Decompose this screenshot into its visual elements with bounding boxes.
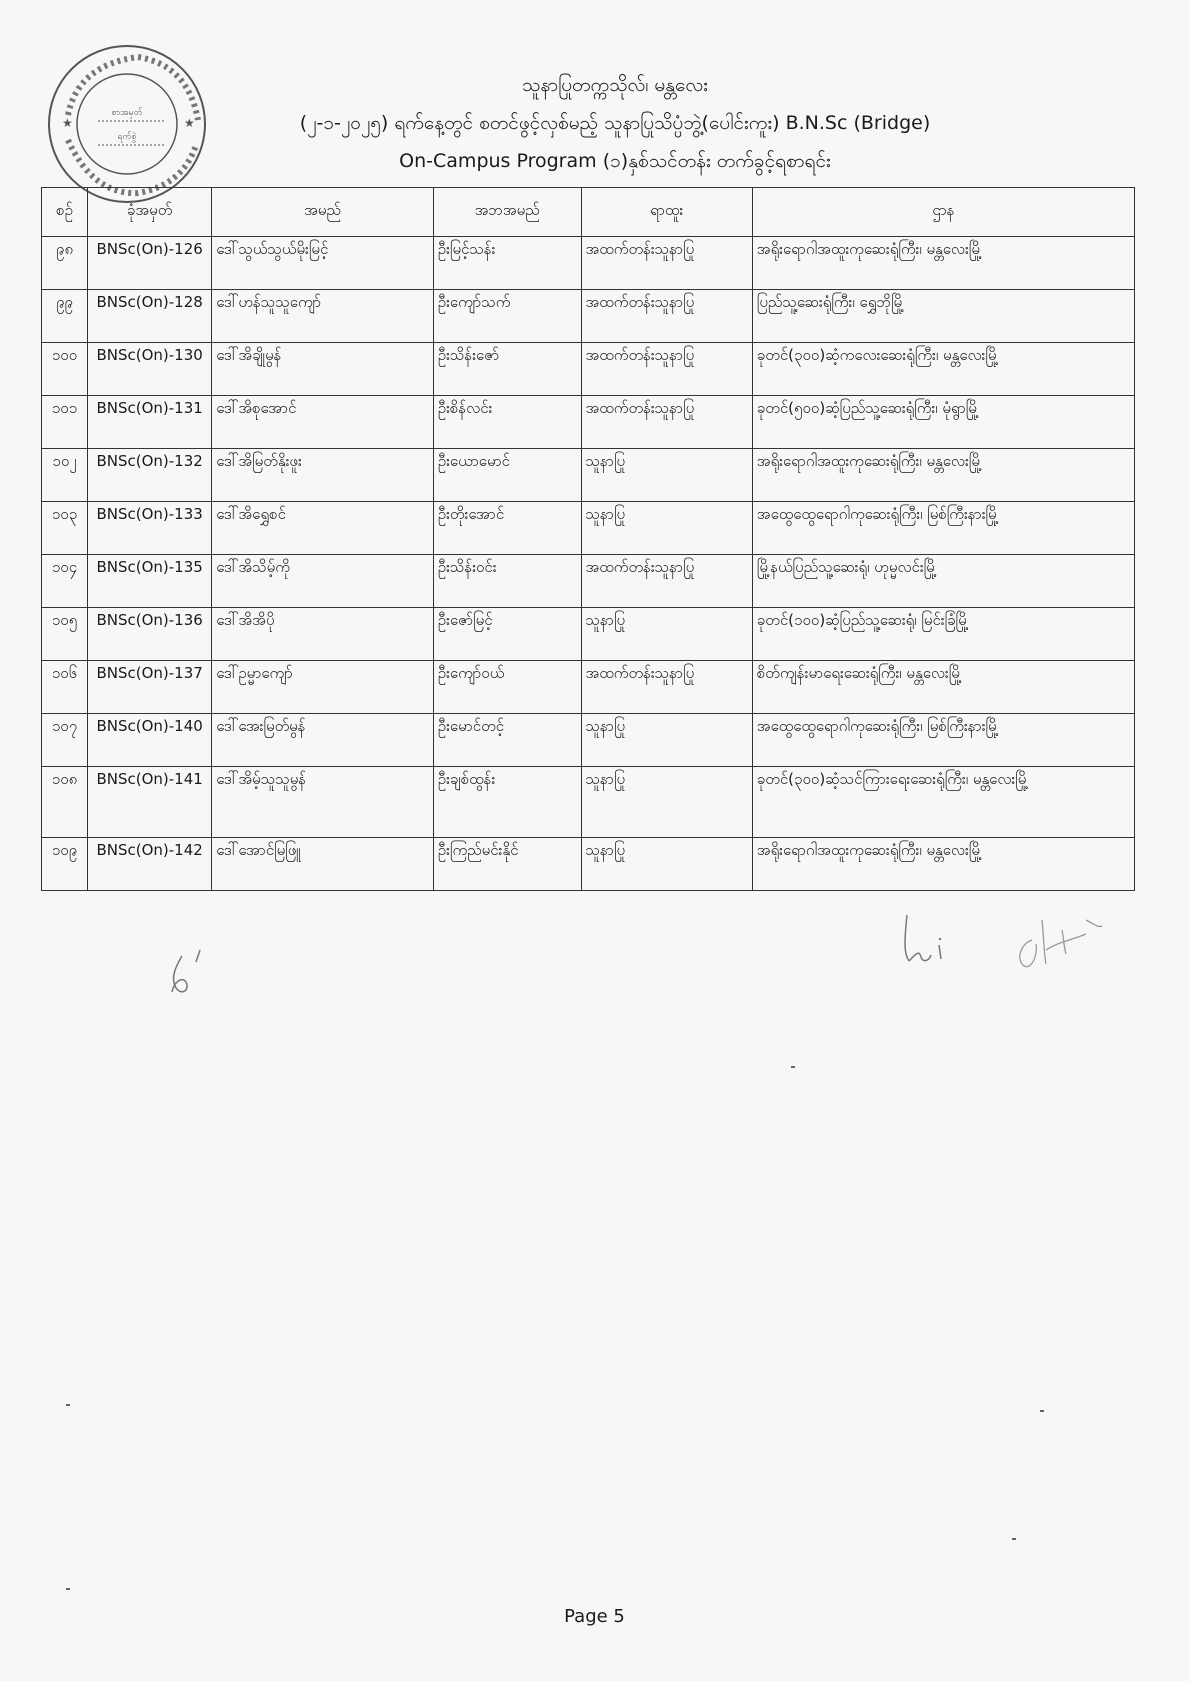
table-row: [42, 396, 1135, 449]
scan-speck: [66, 1404, 70, 1406]
cell-roll: BNSc(On)-132: [88, 449, 212, 502]
cell-rank: သူနာပြု: [581, 608, 752, 661]
table-row: [42, 237, 1135, 290]
cell-roll: BNSc(On)-133: [88, 502, 212, 555]
cell-father: ဦးဇော်မြင့်: [433, 608, 581, 661]
cell-rank: အထက်တန်းသူနာပြု: [581, 555, 752, 608]
handwritten-signature-middle: [895, 905, 975, 975]
table-row: [42, 608, 1135, 661]
cell-name: ဒေါ်အိချိုမွန်: [212, 343, 434, 396]
cell-department: ခုတင်(၁၀၀)ဆံ့ပြည်သူ့ဆေးရုံ၊ မြင်းခြံမြို့: [752, 608, 1134, 661]
cell-name: ဒေါ်သွယ်သွယ်မိုးမြင့်: [212, 237, 434, 290]
cell-father: ဦးသိန်းဝင်း: [433, 555, 581, 608]
cell-roll: BNSc(On)-126: [88, 237, 212, 290]
cell-roll: BNSc(On)-135: [88, 555, 212, 608]
table-row: [42, 449, 1135, 502]
cell-department: အထွေထွေရောဂါကုဆေးရုံကြီး၊ မြစ်ကြီးနားမြို့: [752, 714, 1134, 767]
column-header-serial: စဉ်: [42, 188, 88, 237]
page-number: Page 5: [564, 1606, 625, 1627]
cell-department: အရိုးရောဂါအထူးကုဆေးရုံကြီး၊ မန္တလေးမြို့: [752, 838, 1134, 891]
handwritten-signature-right: [1002, 910, 1122, 980]
cell-name: ဒေါ်အိသိမ့်ကို: [212, 555, 434, 608]
table-row: [42, 661, 1135, 714]
cell-father: ဦးကျော်ဝယ်: [433, 661, 581, 714]
cell-department: ခုတင်(၃၀၀)ဆံ့သင်ကြားရေးဆေးရုံကြီး၊ မန္တလေးမြို့: [752, 767, 1134, 838]
cell-name: ဒေါ်အိအိပို: [212, 608, 434, 661]
cell-serial: ၁၀၈: [42, 767, 88, 838]
cell-roll: BNSc(On)-136: [88, 608, 212, 661]
cell-roll: BNSc(On)-142: [88, 838, 212, 891]
header-program: (၂-၁-၂၀၂၅) ရက်နေ့တွင် စတင်ဖွင့်လှစ်မည့် သူနာပြုသိပ္ပံဘွဲ့(ပေါင်းကူး) B.N.Sc (Bridge): [299, 112, 931, 134]
column-header-rank: ရာထူး: [581, 188, 752, 237]
cell-rank: သူနာပြု: [581, 714, 752, 767]
cell-roll: BNSc(On)-137: [88, 661, 212, 714]
table-row: [42, 767, 1135, 838]
cell-department: မြို့နယ်ပြည်သူ့ဆေးရုံ၊ ဟုမ္မလင်းမြို့: [752, 555, 1134, 608]
cell-rank: အထက်တန်းသူနာပြု: [581, 661, 752, 714]
seal-star-icon: ★: [184, 116, 195, 130]
cell-name: ဒေါ်ဟန်သူသူကျော်: [212, 290, 434, 343]
table-row: [42, 838, 1135, 891]
table-row: [42, 502, 1135, 555]
cell-name: ဒေါ်အိရွှေစင်: [212, 502, 434, 555]
cell-serial: ၁၀၉: [42, 838, 88, 891]
scan-speck: [66, 1588, 70, 1590]
cell-serial: ၁၀၂: [42, 449, 88, 502]
cell-serial: ၉၉: [42, 290, 88, 343]
cell-father: ဦးကျော်သက်: [433, 290, 581, 343]
cell-name: ဒေါ်အိမ့်သူသူမွန်: [212, 767, 434, 838]
cell-rank: သူနာပြု: [581, 449, 752, 502]
cell-father: ဦးယောမောင်: [433, 449, 581, 502]
cell-rank: အထက်တန်းသူနာပြု: [581, 290, 752, 343]
cell-father: ဦးကြည်မင်းနိုင်: [433, 838, 581, 891]
cell-department: အထွေထွေရောဂါကုဆေးရုံကြီး၊ မြစ်ကြီးနားမြို့: [752, 502, 1134, 555]
cell-rank: အထက်တန်းသူနာပြု: [581, 237, 752, 290]
cell-rank: အထက်တန်းသူနာပြု: [581, 343, 752, 396]
cell-serial: ၁၀၇: [42, 714, 88, 767]
cell-name: ဒေါ်အိမြတ်နိုးဖူး: [212, 449, 434, 502]
cell-serial: ၁၀၅: [42, 608, 88, 661]
cell-roll: BNSc(On)-130: [88, 343, 212, 396]
cell-father: ဦးမောင်တင့်: [433, 714, 581, 767]
seal-star-icon: ★: [62, 116, 73, 130]
admission-table: [41, 187, 1135, 891]
cell-rank: သူနာပြု: [581, 767, 752, 838]
column-header-department: ဌာန: [752, 188, 1134, 237]
cell-name: ဒေါ်အိစုအောင်: [212, 396, 434, 449]
document-header: [200, 66, 1030, 180]
cell-roll: BNSc(On)-131: [88, 396, 212, 449]
handwritten-initial-left: [160, 938, 230, 1008]
cell-father: ဦးသိန်းဇော်: [433, 343, 581, 396]
table-row: [42, 714, 1135, 767]
cell-serial: ၉၈: [42, 237, 88, 290]
scan-speck: [1040, 1410, 1044, 1412]
column-header-roll: ခုံအမှတ်: [88, 188, 212, 237]
cell-name: ဒေါ်အေးမြတ်မွန်: [212, 714, 434, 767]
cell-department: အရိုးရောဂါအထူးကုဆေးရုံကြီး၊ မန္တလေးမြို့: [752, 237, 1134, 290]
table-row: [42, 555, 1135, 608]
cell-serial: ၁၀၃: [42, 502, 88, 555]
table-row: [42, 290, 1135, 343]
column-header-name: အမည်: [212, 188, 434, 237]
cell-serial: ၁၀၄: [42, 555, 88, 608]
cell-roll: BNSc(On)-140: [88, 714, 212, 767]
cell-department: အရိုးရောဂါအထူးကုဆေးရုံကြီး၊ မန္တလေးမြို့: [752, 449, 1134, 502]
cell-name: ဒေါ်အောင်မြဖြူ: [212, 838, 434, 891]
scan-speck: [791, 1066, 795, 1068]
scan-speck: [1012, 1538, 1016, 1540]
column-header-father: အဘအမည်: [433, 188, 581, 237]
seal-line-1: စာအမှတ်: [111, 108, 143, 118]
cell-rank: သူနာပြု: [581, 838, 752, 891]
cell-rank: သူနာပြု: [581, 502, 752, 555]
header-institution: သူနာပြုတက္ကသိုလ်၊ မန္တလေး: [522, 74, 708, 96]
cell-father: ဦးမြင့်သန်း: [433, 237, 581, 290]
cell-name: ဒေါ်ဥမ္မာကျော်: [212, 661, 434, 714]
table-row: [42, 343, 1135, 396]
cell-father: ဦးချစ်ထွန်း: [433, 767, 581, 838]
cell-serial: ၁၀၁: [42, 396, 88, 449]
table-header-row: [42, 188, 1135, 237]
cell-serial: ၁၀၆: [42, 661, 88, 714]
cell-rank: အထက်တန်းသူနာပြု: [581, 396, 752, 449]
cell-serial: ၁၀၀: [42, 343, 88, 396]
cell-father: ဦးတိုးအောင်: [433, 502, 581, 555]
cell-father: ဦးစိန်လင်း: [433, 396, 581, 449]
cell-department: စိတ်ကျန်းမာရေးဆေးရုံကြီး၊ မန္တလေးမြို့: [752, 661, 1134, 714]
cell-department: ပြည်သူ့ဆေးရုံကြီး၊ ရွှေဘိုမြို့: [752, 290, 1134, 343]
cell-roll: BNSc(On)-128: [88, 290, 212, 343]
header-list-title: On-Campus Program (၁)နှစ်သင်တန်း တက်ခွင့်ရစာရင်း: [399, 150, 831, 172]
cell-roll: BNSc(On)-141: [88, 767, 212, 838]
cell-department: ခုတင်(၅၀၀)ဆံ့ပြည်သူ့ဆေးရုံကြီး၊ မုံရွာမြို့: [752, 396, 1134, 449]
cell-department: ခုတင်(၃၀၀)ဆံ့ကလေးဆေးရုံကြီး၊ မန္တလေးမြို့: [752, 343, 1134, 396]
seal-line-2: ရက်စွဲ: [117, 132, 137, 142]
